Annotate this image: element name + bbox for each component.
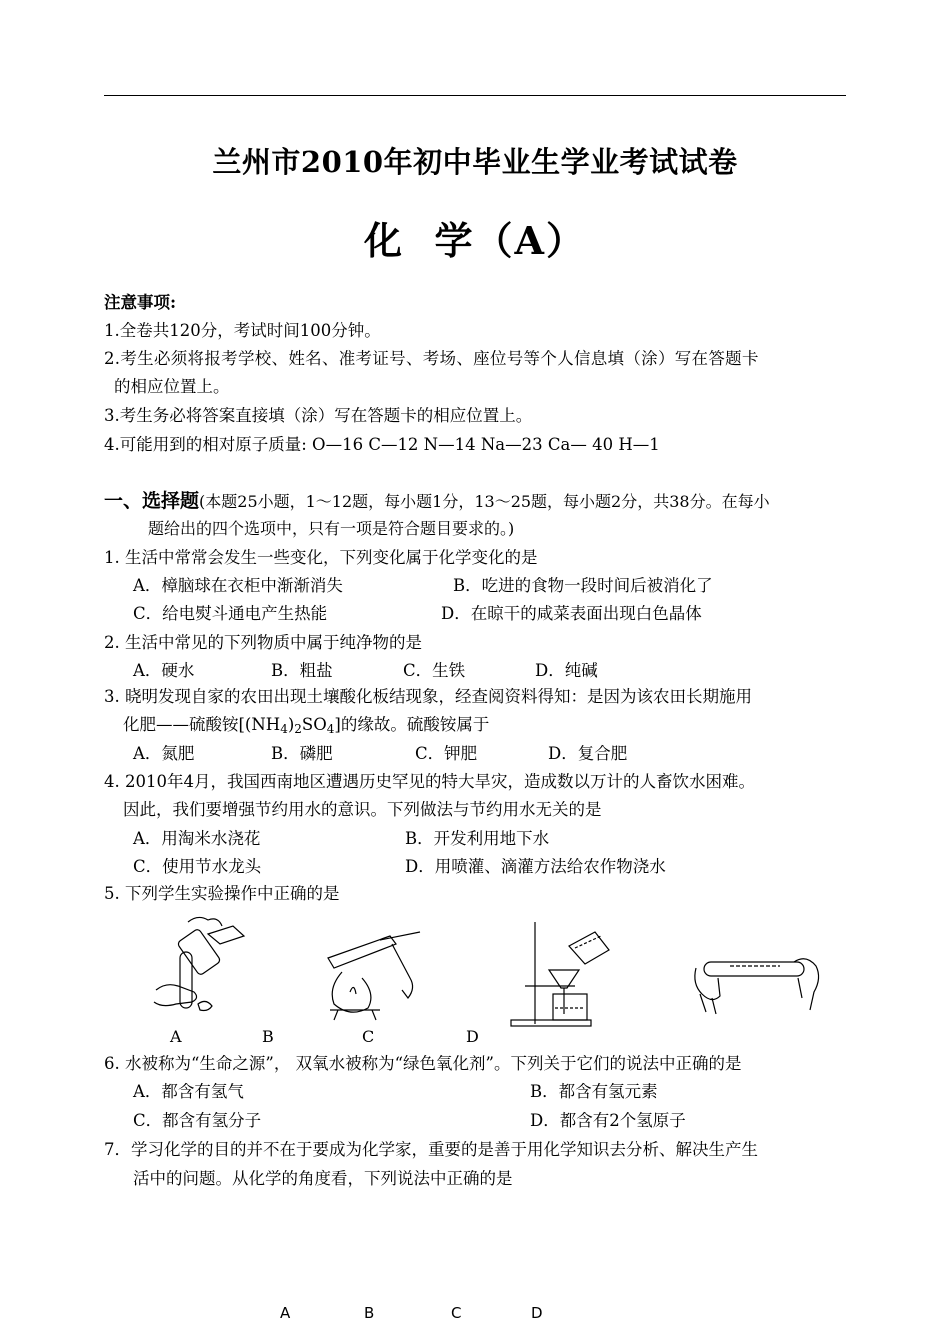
notice-item: 2.考生必须将报考学校、姓名、准考证号、考场、座位号等个人信息填（涂）写在答题卡 <box>104 349 759 368</box>
question-stem: 7．学习化学的目的并不在于要成为化学家，重要的是善于用化学知识去分析、解决生产生 <box>104 1140 758 1159</box>
figure-label-d: D <box>466 1027 479 1046</box>
bottom-label-b: B <box>364 1304 375 1322</box>
option-d: D．用喷灌、滴灌方法给农作物浇水 <box>405 857 666 876</box>
option-a: A．都含有氢气 <box>133 1082 244 1101</box>
option-b: B．开发利用地下水 <box>405 829 550 848</box>
bottom-label-c: C <box>451 1304 462 1322</box>
option-d: D．复合肥 <box>548 744 628 763</box>
section-desc-line2: 题给出的四个选项中，只有一项是符合题目要求的。) <box>148 519 515 538</box>
question-stem-line2: 化肥——硫酸铵[(NH4)2SO4]的缘故。硫酸铵属于 <box>123 715 490 736</box>
option-a: A．氮肥 <box>133 744 195 763</box>
lab-figure-d <box>690 948 825 1018</box>
lab-figure-c <box>505 918 620 1028</box>
option-b: B．吃进的食物一段时间后被消化了 <box>453 576 713 595</box>
question-stem: 5. 下列学生实验操作中正确的是 <box>104 884 340 903</box>
exam-title: 兰州市2010年初中毕业生学业考试试卷 <box>212 145 738 179</box>
option-d: D．都含有2个氢原子 <box>530 1111 686 1130</box>
option-c: C．生铁 <box>403 661 466 680</box>
figure-label-b: B <box>262 1027 274 1046</box>
bottom-label-d: D <box>531 1304 543 1322</box>
option-c: C．都含有氢分子 <box>133 1111 262 1130</box>
lab-figure-b <box>320 928 440 1024</box>
lab-figure-a <box>148 912 278 1022</box>
option-a: A．樟脑球在衣柜中渐渐消失 <box>133 576 343 595</box>
question-stem: 3. 晓明发现自家的农田出现土壤酸化板结现象，经查阅资料得知：是因为该农田长期施用 <box>104 687 752 706</box>
option-a: A．硬水 <box>133 661 195 680</box>
question-stem-line2: 因此，我们要增强节约用水的意识。下列做法与节约用水无关的是 <box>123 800 602 819</box>
section-heading <box>104 490 770 513</box>
option-d: D．在晾干的咸菜表面出现白色晶体 <box>441 604 702 623</box>
notice-heading: 注意事项: <box>104 293 177 312</box>
notice-item: 1.全卷共120分，考试时间100分钟。 <box>104 321 381 340</box>
option-b: B．都含有氢元素 <box>530 1082 658 1101</box>
question-stem: 4. 2010年4月，我国西南地区遭遇历史罕见的特大旱灾，造成数以万计的人畜饮水困难。 <box>104 772 755 791</box>
option-c: C．给电熨斗通电产生热能 <box>133 604 328 623</box>
option-b: B．粗盐 <box>271 661 333 680</box>
notice-item: 3.考生务必将答案直接填（涂）写在答题卡的相应位置上。 <box>104 406 533 425</box>
figure-label-a: A <box>170 1027 182 1046</box>
question-stem: 2. 生活中常见的下列物质中属于纯净物的是 <box>104 633 422 652</box>
question-stem: 6. 水被称为“生命之源”， 双氧水被称为“绿色氧化剂”。下列关于它们的说法中正确的是 <box>104 1054 742 1073</box>
option-b: B．磷肥 <box>271 744 333 763</box>
question-stem-line2: 活中的问题。从化学的角度看，下列说法中正确的是 <box>133 1169 513 1188</box>
header-rule <box>104 95 846 96</box>
option-a: A．用淘米水浇花 <box>133 829 261 848</box>
question-stem: 1. 生活中常常会发生一些变化，下列变化属于化学变化的是 <box>104 548 538 567</box>
bottom-label-a: A <box>280 1304 291 1322</box>
figure-label-c: C <box>362 1027 375 1046</box>
option-c: C．钾肥 <box>415 744 478 763</box>
section-title: 一、选择题 <box>104 490 200 512</box>
notice-item: 的相应位置上。 <box>114 377 230 396</box>
option-c: C．使用节水龙头 <box>133 857 262 876</box>
exam-subtitle: 化 学（A） <box>364 218 586 263</box>
notice-item: 4.可能用到的相对原子质量: O—16 C—12 N—14 Na—23 Ca— 40 H—1 <box>104 435 660 454</box>
section-desc: (本题25小题，1～12题，每小题1分，13～25题，每小题2分，共38分。在每小 <box>199 492 770 511</box>
option-d: D．纯碱 <box>535 661 598 680</box>
